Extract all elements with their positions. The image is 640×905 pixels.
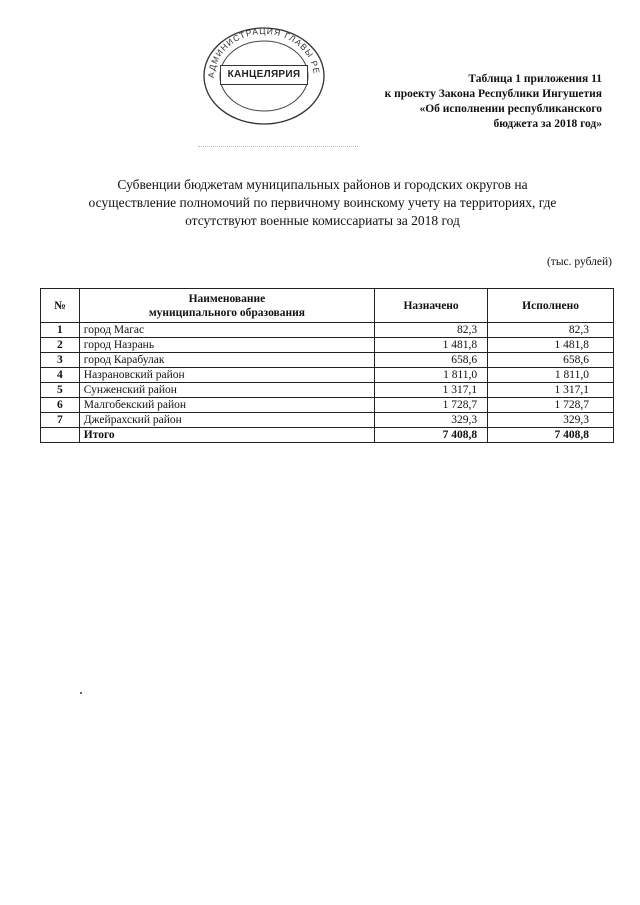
header-name-line-1: Наименование — [188, 292, 266, 305]
row-executed: 82,3 — [488, 323, 614, 338]
row-planned: 658,6 — [375, 353, 488, 368]
header-name — [79, 289, 374, 323]
row-executed: 1 728,7 — [488, 398, 614, 413]
title-line-1: Субвенции бюджетам муниципальных районов и городских округов на — [117, 177, 528, 192]
header-name-line-2: муниципального образования — [148, 306, 305, 319]
appendix-header — [342, 72, 602, 132]
row-executed: 329,3 — [488, 413, 614, 428]
table-row — [41, 398, 614, 413]
table-row — [41, 323, 614, 338]
row-number: 3 — [41, 353, 80, 368]
header-executed: Исполнено — [488, 289, 614, 323]
row-planned: 82,3 — [375, 323, 488, 338]
row-number: 7 — [41, 413, 80, 428]
row-planned: 1 728,7 — [375, 398, 488, 413]
table-row — [41, 353, 614, 368]
total-label: Итого — [79, 428, 374, 443]
row-planned: 329,3 — [375, 413, 488, 428]
title-line-3: отсутствуют военные комиссариаты за 2018 год — [185, 213, 460, 228]
appendix-header-line-2: к проекту Закона Республики Ингушетия — [384, 88, 602, 100]
row-name: город Назрань — [79, 338, 374, 353]
appendix-header-line-3: «Об исполнении республиканского — [419, 103, 602, 115]
row-number: 5 — [41, 383, 80, 398]
total-row — [41, 428, 614, 443]
header-planned: Назначено — [375, 289, 488, 323]
total-number — [41, 428, 80, 443]
row-name: Джейрахский район — [79, 413, 374, 428]
document-title — [40, 176, 605, 230]
scan-speck — [80, 692, 82, 694]
total-planned: 7 408,8 — [375, 428, 488, 443]
row-executed: 1 481,8 — [488, 338, 614, 353]
table-row — [41, 383, 614, 398]
row-number: 6 — [41, 398, 80, 413]
row-number: 1 — [41, 323, 80, 338]
svg-text:АДМИНИСТРАЦИЯ ГЛАВЫ РЕСПУБЛИКИ: АДМИНИСТРАЦИЯ ГЛАВЫ РЕ — [205, 25, 322, 79]
row-planned: 1 811,0 — [375, 368, 488, 383]
title-line-2: осуществление полномочий по первичному воинскому учету на территориях, где — [88, 195, 557, 210]
row-planned: 1 481,8 — [375, 338, 488, 353]
row-executed: 1 317,1 — [488, 383, 614, 398]
row-name: Малгобекский район — [79, 398, 374, 413]
units-label: (тыс. рублей) — [546, 256, 612, 268]
row-name: Назрановский район — [79, 368, 374, 383]
stamp-center-label: КАНЦЕЛЯРИЯ — [220, 65, 308, 85]
office-stamp — [198, 20, 330, 126]
row-executed: 1 811,0 — [488, 368, 614, 383]
row-name: город Магас — [79, 323, 374, 338]
subventions-table — [40, 288, 614, 443]
table-row — [41, 368, 614, 383]
faint-dotted-line — [198, 146, 358, 147]
appendix-header-line-4: бюджета за 2018 год» — [493, 118, 602, 130]
row-number: 4 — [41, 368, 80, 383]
total-executed: 7 408,8 — [488, 428, 614, 443]
row-executed: 658,6 — [488, 353, 614, 368]
row-name: город Карабулак — [79, 353, 374, 368]
row-name: Сунженский район — [79, 383, 374, 398]
row-planned: 1 317,1 — [375, 383, 488, 398]
appendix-header-line-1: Таблица 1 приложения 11 — [468, 73, 602, 85]
table-row — [41, 413, 614, 428]
header-num: № — [41, 289, 80, 323]
table-row — [41, 338, 614, 353]
row-number: 2 — [41, 338, 80, 353]
table-header-row — [41, 289, 614, 323]
